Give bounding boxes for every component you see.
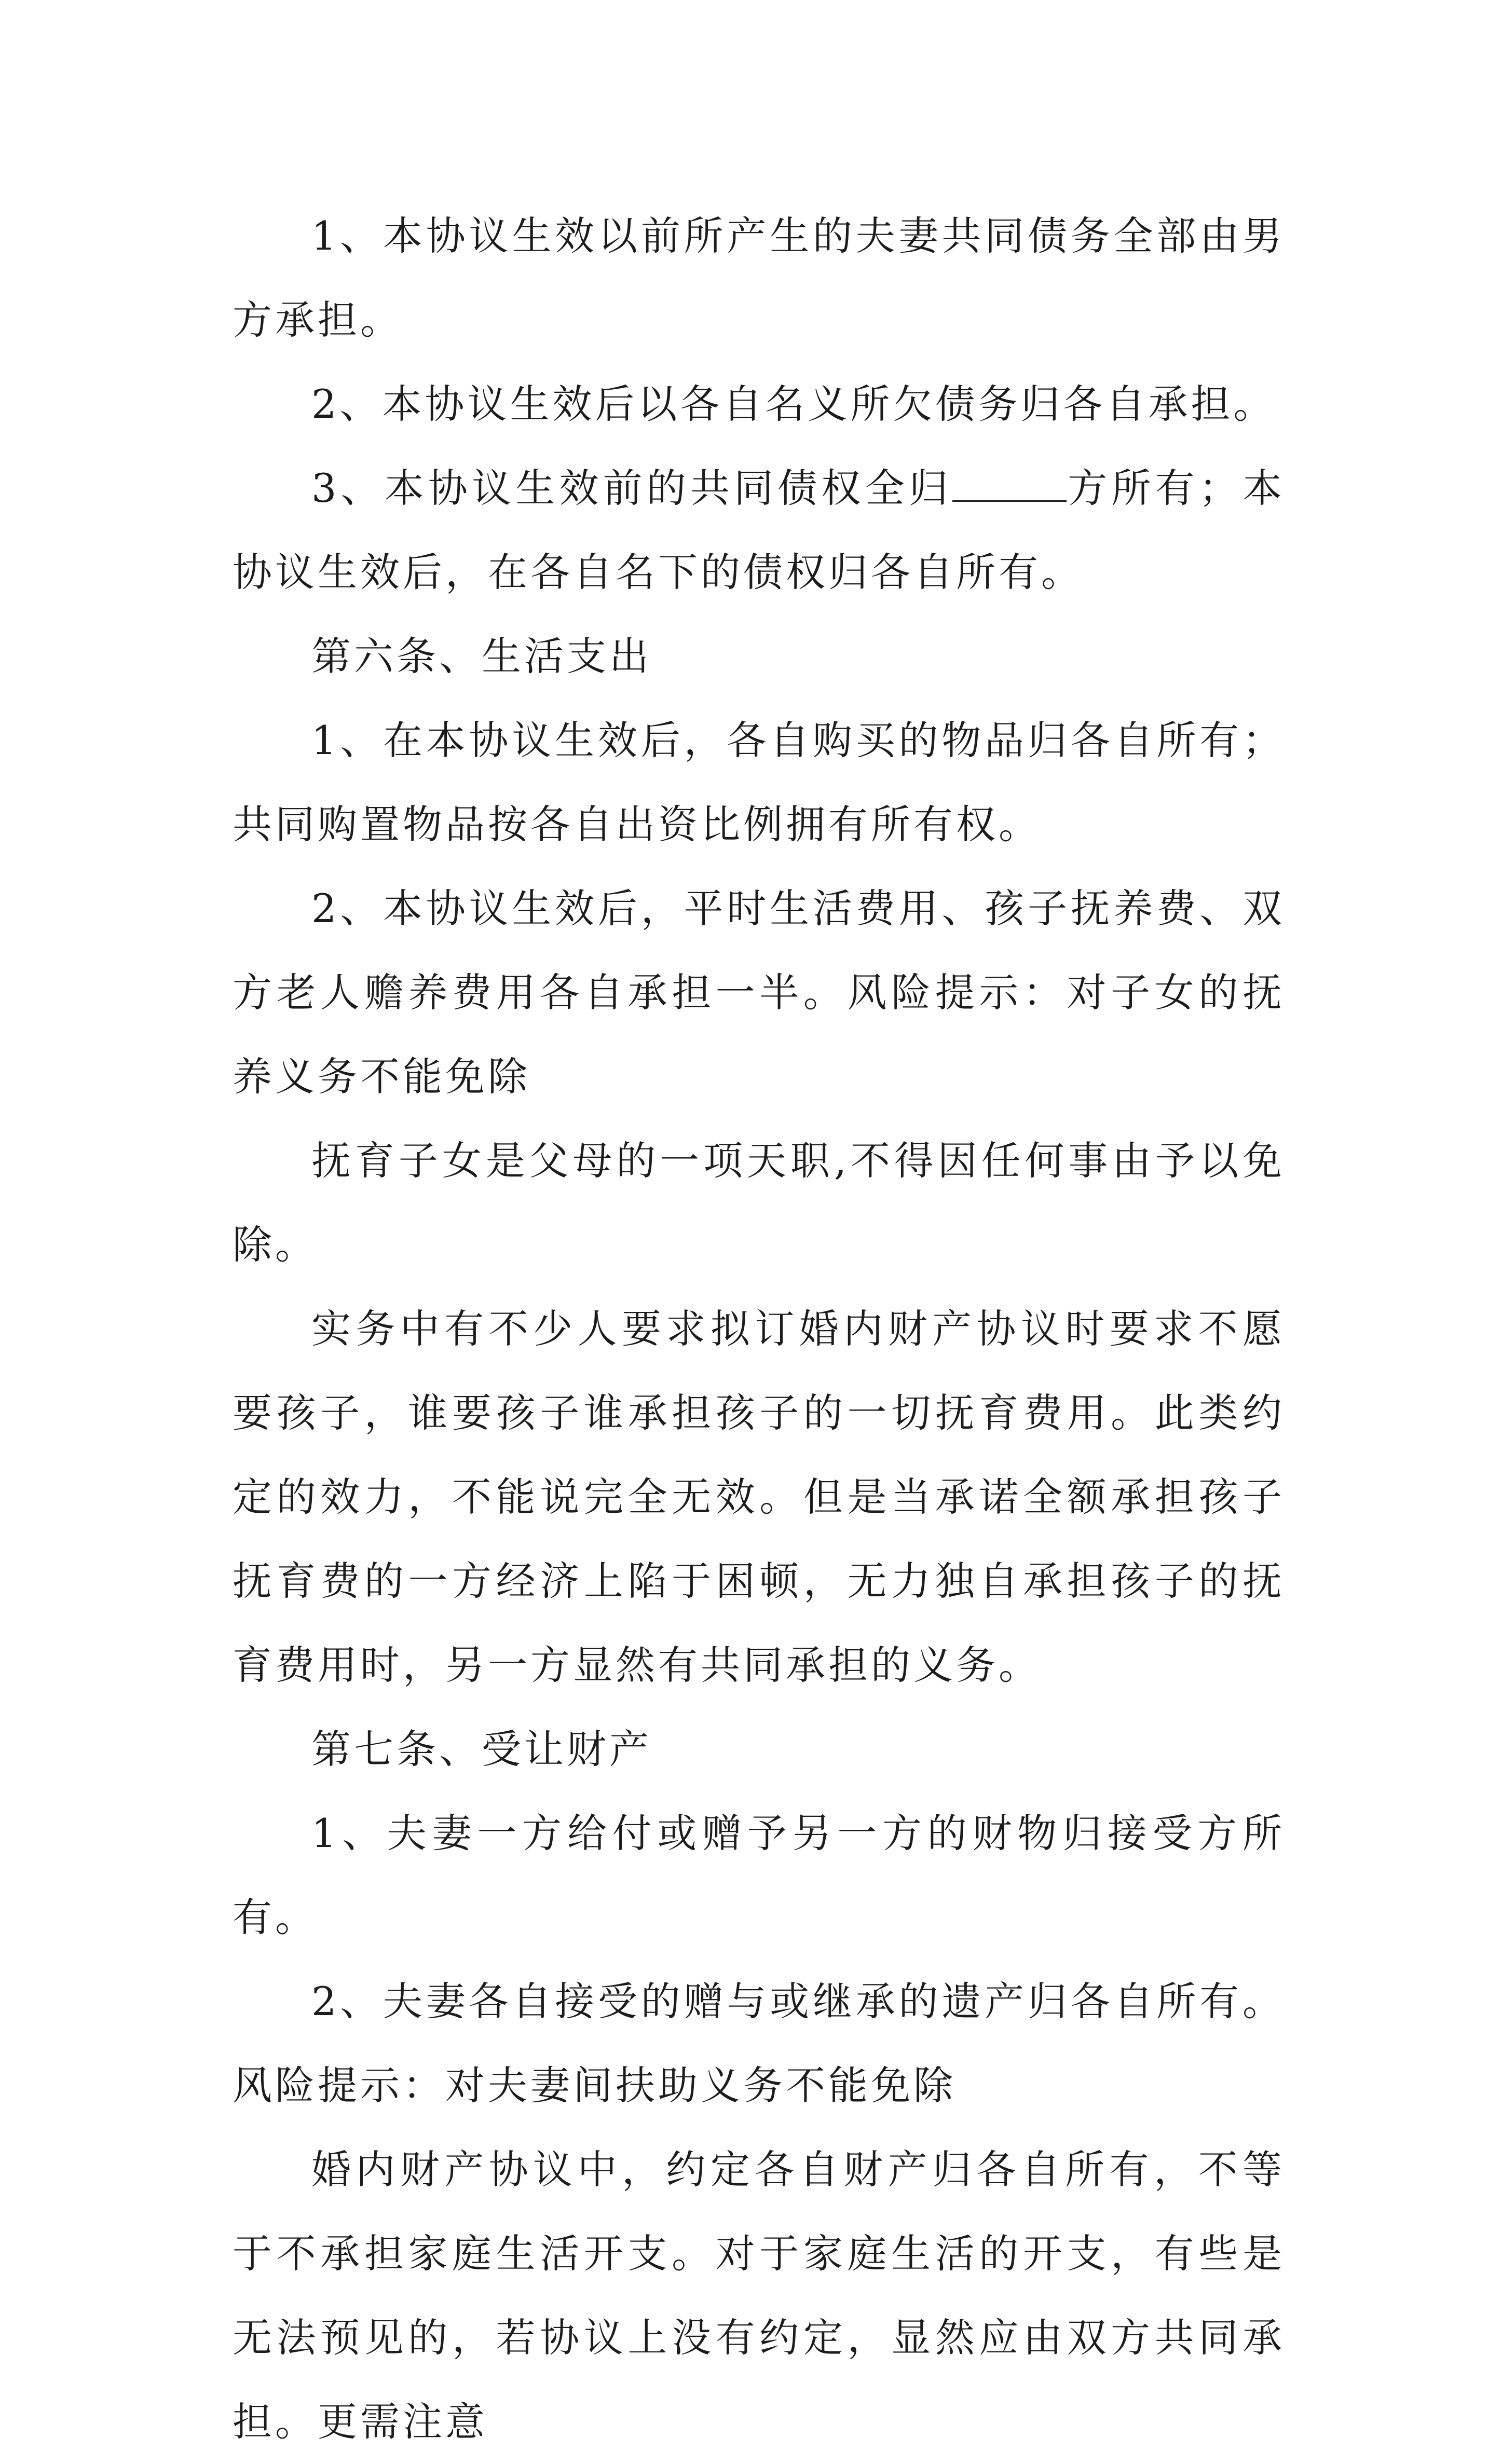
paragraph-debt-clause-2: 2、本协议生效后以各自名义所欠债务归各自承担。 xyxy=(311,381,1276,427)
article-6-heading: 第六条、生活支出 xyxy=(311,633,652,679)
paragraph-household-expense: 婚内财产协议中，约定各自财产归各自所有，不等于不承担家庭生活开支。对于家庭生活的开支，有些是无法预见的，若协议上没有约定，显然应由双方共同承担。更需注意 xyxy=(233,2146,1285,2445)
paragraph-transfer-property-2: 2、夫妻各自接受的赠与或继承的遗产归各自所有。风险提示：对夫妻间扶助义务不能免除 xyxy=(233,1978,1285,2109)
document-body xyxy=(233,194,1285,2464)
paragraph-transfer-property-1: 1、夫妻一方给付或赠予另一方的财物归接受方所有。 xyxy=(233,1810,1285,1940)
paragraph-living-expense-2: 2、本协议生效后，平时生活费用、孩子抚养费、双方老人赡养费用各自承担一半。风险提示：对子女的抚养义务不能免除 xyxy=(233,885,1285,1100)
article-7-heading: 第七条、受让财产 xyxy=(311,1726,652,1772)
clause-3-after-blank: 方所有；本协议生效后，在各自名下的债权归各自所有。 xyxy=(233,465,1286,595)
paragraph-practice-note: 实务中有不少人要求拟订婚内财产协议时要求不愿要孩子，谁要孩子谁承担孩子的一切抚育费用。此类约定的效力，不能说完全无效。但是当承诺全额承担孩子抚育费的一方经济上陷于困顿，无力独自承担孩子的抚育费用时，另一方显然有共同承担的义务。 xyxy=(233,1306,1285,1688)
paragraph-debt-clause-1: 1、本协议生效以前所产生的夫妻共同债务全部由男方承担。 xyxy=(233,213,1285,343)
paragraph-debt-clause-3 xyxy=(233,446,1285,614)
paragraph-child-rearing-duty: 抚育子女是父母的一项天职,不得因任何事由予以免除。 xyxy=(233,1138,1285,1268)
clause-3-before-blank: 3、本协议生效前的共同债权全归 xyxy=(311,465,953,511)
fill-in-blank-line xyxy=(952,469,1067,502)
paragraph-living-expense-1: 1、在本协议生效后，各自购买的物品归各自所有；共同购置物品按各自出资比例拥有所有权。 xyxy=(233,717,1285,847)
